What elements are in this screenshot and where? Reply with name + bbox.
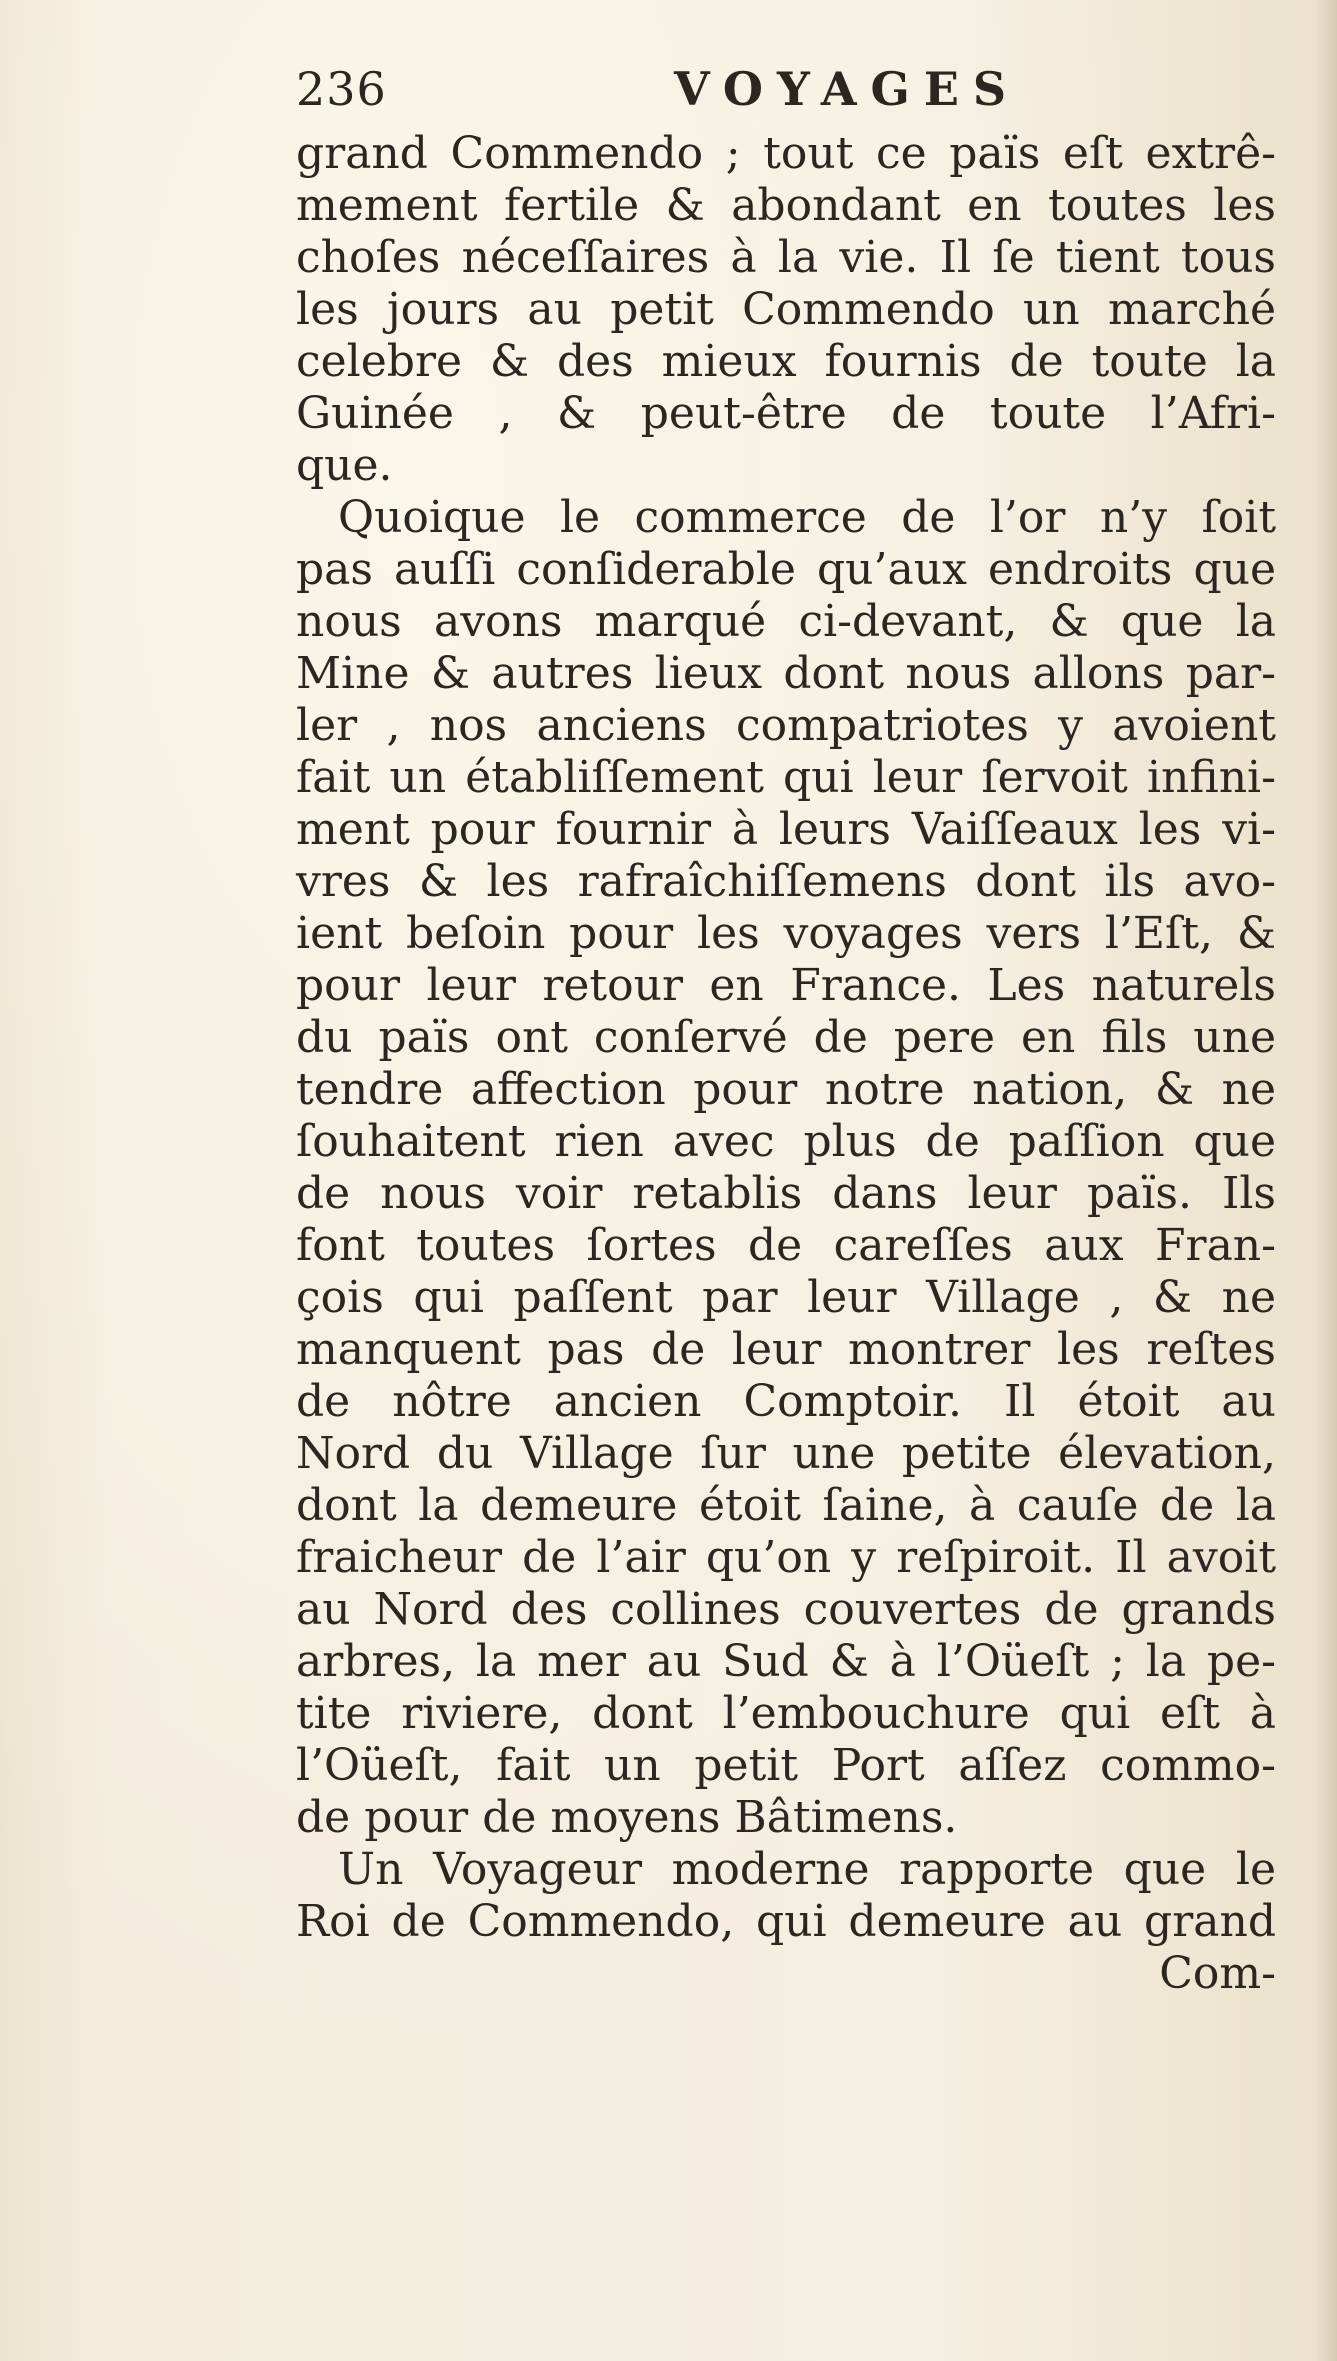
text-line: fait un établiſſement qui leur ſervoit infini-	[296, 752, 1276, 803]
text-line: vres & les rafraîchiſſemens dont ils avo-	[296, 856, 1276, 907]
text-line: de nous voir retablis dans leur païs. Ils	[296, 1168, 1276, 1219]
text-line: celebre & des mieux fournis de toute la	[296, 336, 1276, 387]
text-line: que.	[296, 440, 393, 491]
text-line: ler , nos anciens compatriotes y avoient	[296, 700, 1276, 751]
text-line: ſouhaitent rien avec plus de paſſion que	[296, 1116, 1276, 1167]
text-line: Mine & autres lieux dont nous allons par-	[296, 648, 1276, 699]
paragraph-start-line: Quoique le commerce de l’or n’y ſoit	[338, 492, 1276, 543]
text-line: de nôtre ancien Comptoir. Il étoit au	[296, 1376, 1276, 1427]
running-head	[296, 62, 1276, 132]
text-line: ment pour fournir à leurs Vaiſſeaux les vi-	[296, 804, 1276, 855]
text-line: font toutes ſortes de careſſes aux Fran-	[296, 1220, 1276, 1271]
text-line: Guinée , & peut-être de toute l’Afri-	[296, 388, 1276, 439]
text-line: fraicheur de l’air qu’on y reſpiroit. Il avoit	[296, 1532, 1276, 1583]
text-line: Nord du Village ſur une petite élevation,	[296, 1428, 1276, 1479]
text-line: pour leur retour en France. Les naturels	[296, 960, 1276, 1011]
text-line: de pour de moyens Bâtimens.	[296, 1792, 958, 1843]
text-line: l’Oüeſt, fait un petit Port aſſez commo-	[296, 1740, 1276, 1791]
text-line: çois qui paſſent par leur Village , & ne	[296, 1272, 1276, 1323]
text-line: manquent pas de leur montrer les reſtes	[296, 1324, 1276, 1375]
text-line: tendre affection pour notre nation, & ne	[296, 1064, 1276, 1115]
spine-shadow	[1315, 0, 1337, 2361]
text-line: du païs ont conſervé de pere en fils une	[296, 1012, 1276, 1063]
text-line: tite riviere, dont l’embouchure qui eſt à	[296, 1688, 1276, 1739]
text-line: choſes néceſſaires à la vie. Il ſe tient tous	[296, 232, 1276, 283]
page-number: 236	[296, 62, 387, 116]
body-text	[296, 128, 1276, 2000]
paragraph-start-line: Un Voyageur moderne rapporte que le	[338, 1844, 1276, 1895]
text-line: nous avons marqué ci-devant, & que la	[296, 596, 1276, 647]
text-line: ient beſoin pour les voyages vers l’Eſt, &	[296, 908, 1276, 959]
text-line: pas auſſi conſiderable qu’aux endroits que	[296, 544, 1276, 595]
text-line: grand Commendo ; tout ce païs eſt extrê-	[296, 128, 1276, 179]
text-line: arbres, la mer au Sud & à l’Oüeſt ; la pe-	[296, 1636, 1276, 1687]
running-title: VOYAGES	[674, 62, 1021, 116]
text-line: les jours au petit Commendo un marché	[296, 284, 1276, 335]
text-line: Roi de Commendo, qui demeure au grand	[296, 1896, 1276, 1947]
text-line: dont la demeure étoit ſaine, à cauſe de la	[296, 1480, 1276, 1531]
text-line: mement fertile & abondant en toutes les	[296, 180, 1276, 231]
text-line: au Nord des collines couvertes de grands	[296, 1584, 1276, 1635]
catchword: Com-	[1159, 1948, 1276, 1999]
